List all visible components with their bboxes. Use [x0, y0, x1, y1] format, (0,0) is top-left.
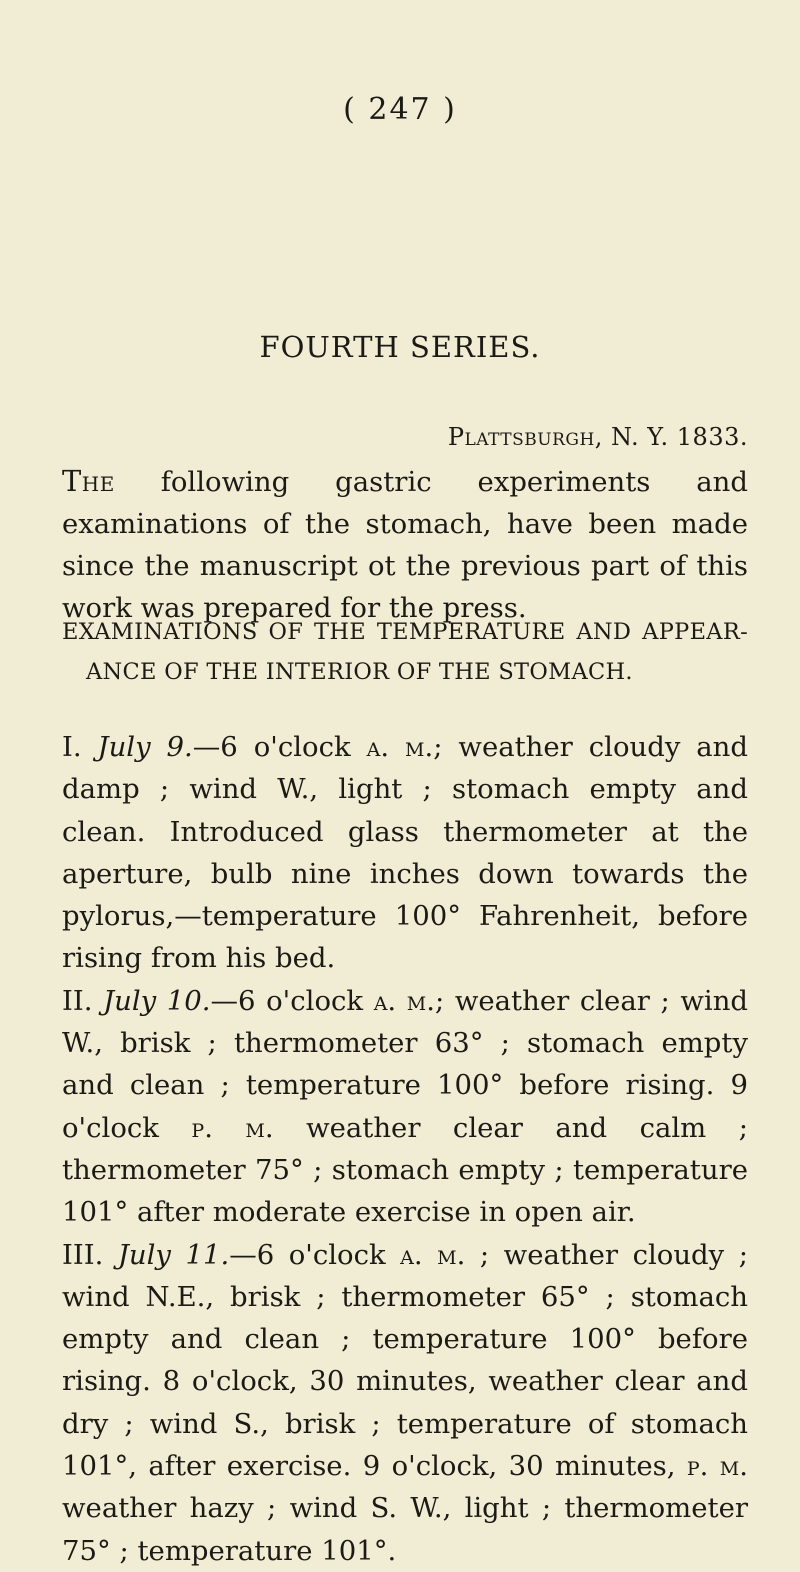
entry-text: —6 o'clock [192, 731, 367, 763]
journal-entry [62, 1234, 748, 1572]
entry-numeral: III. [62, 1238, 118, 1271]
entry-time-marker: a. m. [366, 731, 434, 763]
entry-date: July 11. [117, 1238, 230, 1271]
journal-entry [62, 726, 748, 980]
entry-text: weather clear and calm ; thermometer 75° ; stomach empty ; temperature 101° after moderate exercise in open air. [62, 1111, 748, 1229]
journal-entry [62, 980, 748, 1234]
intro-lead-word: The [62, 464, 115, 498]
place-date: Plattsburgh, N. Y. 1833. [447, 423, 748, 451]
entry-text: —6 o'clock [229, 1238, 401, 1271]
series-title: FOURTH SERIES. [259, 330, 541, 364]
intro-paragraph [62, 460, 748, 629]
entry-text: ; weather cloudy ; wind N.E., brisk ; thermometer 65° ; stomach empty and clean ; temperature 100° before rising. 8 o'clock, 30 minutes, weather clear and dry ; wind S., brisk ; temperature of stomach 101°, after exercise. 9 o'clock, 30 minutes, [62, 1238, 748, 1483]
intro-text: following gastric experiments and examinations of the stomach, have been made since the manuscript ot the previous part of this work was prepared for the press. [62, 466, 748, 624]
section-heading-line-1: EXAMINATIONS OF THE TEMPERATURE AND APPEAR- [62, 619, 748, 645]
entry-time-marker: p. m. [686, 1450, 748, 1483]
entry-time-marker: a. m. [400, 1238, 466, 1271]
page-number: ( 247 ) [343, 92, 457, 127]
entry-date: July 9. [97, 731, 193, 763]
entry-text: weather hazy ; wind S. W., light ; thermometer 75° ; temperature 101°. [62, 1492, 748, 1567]
entry-numeral: II. [62, 984, 104, 1017]
entry-text: ; weather cloudy and damp ; wind W., light ; stomach empty and clean. Introduced glass thermometer at the aperture, bulb nine inches down towards the pylorus,—temperature 100° Fahrenheit, before rising from his bed. [62, 731, 748, 975]
entries-list [62, 726, 748, 1572]
section-heading [62, 612, 748, 692]
entry-text: ; weather clear ; wind W., brisk ; thermometer 63° ; stomach empty and clean ; temperature 100° before rising. 9 o'clock [62, 984, 749, 1144]
entry-numeral: I. [62, 731, 98, 763]
entry-time-marker: p. m. [191, 1111, 274, 1144]
entry-text: —6 o'clock [210, 984, 374, 1017]
entry-time-marker: a. m. [373, 984, 435, 1017]
entry-date: July 10. [103, 984, 211, 1017]
section-heading-line-2: ANCE OF THE INTERIOR OF THE STOMACH. [86, 659, 633, 685]
